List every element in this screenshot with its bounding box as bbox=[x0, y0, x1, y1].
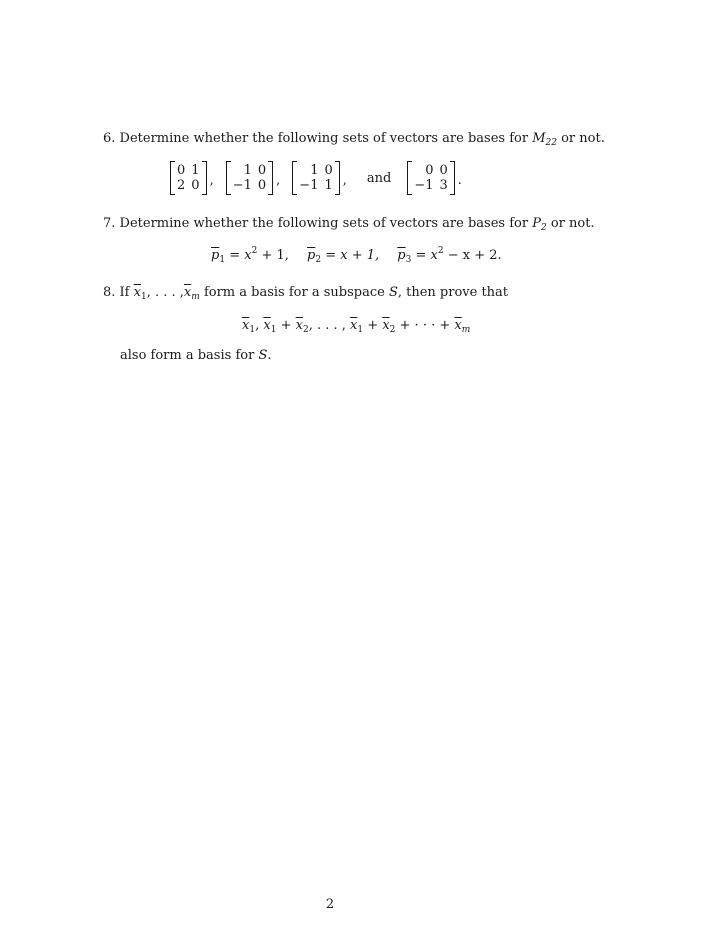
problem-7-polynomials bbox=[211, 248, 502, 263]
problem-6-number: 6. bbox=[103, 131, 116, 146]
problem-8-display-formula: $\overline{x}_1$, $\overline{x}_1 + \overline{x}_2$, . . . , $\overline{x}_1 + \overline{x}_2$ + · · · + $\overline{x}_m$ bbox=[242, 318, 471, 335]
problem-8-statement: 8. If $\overline{x}_1$, . . . $,\overline{x}_m$ form a basis for a subspace S, then prove that bbox=[103, 285, 509, 302]
problem-6-matrices: 0 1 2 0 , 1 0 −1 0 , 1 0 −1 1 , and 0 0 −1 3 . bbox=[170, 160, 462, 196]
space-p2-symbol: $P_2$ bbox=[532, 216, 547, 233]
matrix-4: 0 0 −1 3 bbox=[407, 161, 454, 195]
problem-6-text: Determine whether the following sets of vectors are bases for bbox=[119, 131, 529, 146]
problem-6-text-after: or not. bbox=[561, 131, 605, 146]
problem-8-closing: also form a basis for S. bbox=[120, 348, 272, 363]
polynomial-p1: $\overline{p}_1 = x^2 + 1$, bbox=[211, 246, 289, 265]
space-m22-symbol: $M_{22}$ bbox=[532, 131, 557, 148]
problem-6-statement bbox=[103, 131, 605, 147]
problem-7-text-after: or not. bbox=[550, 216, 595, 231]
problem-7-statement bbox=[103, 216, 595, 232]
problem-7-text: Determine whether the following sets of vectors are bases for bbox=[119, 216, 529, 231]
matrix-3: 1 0 −1 1 bbox=[292, 161, 339, 195]
matrix-2: 1 0 −1 0 bbox=[226, 161, 273, 195]
conjunction-and: and bbox=[366, 170, 392, 186]
polynomial-p3: $\overline{p}_3 = x^2 - x + 2$. bbox=[397, 246, 502, 265]
matrix-1: 0 1 2 0 bbox=[170, 161, 207, 195]
problem-7-number: 7. bbox=[103, 216, 116, 231]
problem-8-number: 8. bbox=[103, 285, 116, 300]
polynomial-p2: $\overline{p}_2 = x + 1$, bbox=[307, 248, 380, 265]
page-number: 2 bbox=[325, 897, 335, 912]
